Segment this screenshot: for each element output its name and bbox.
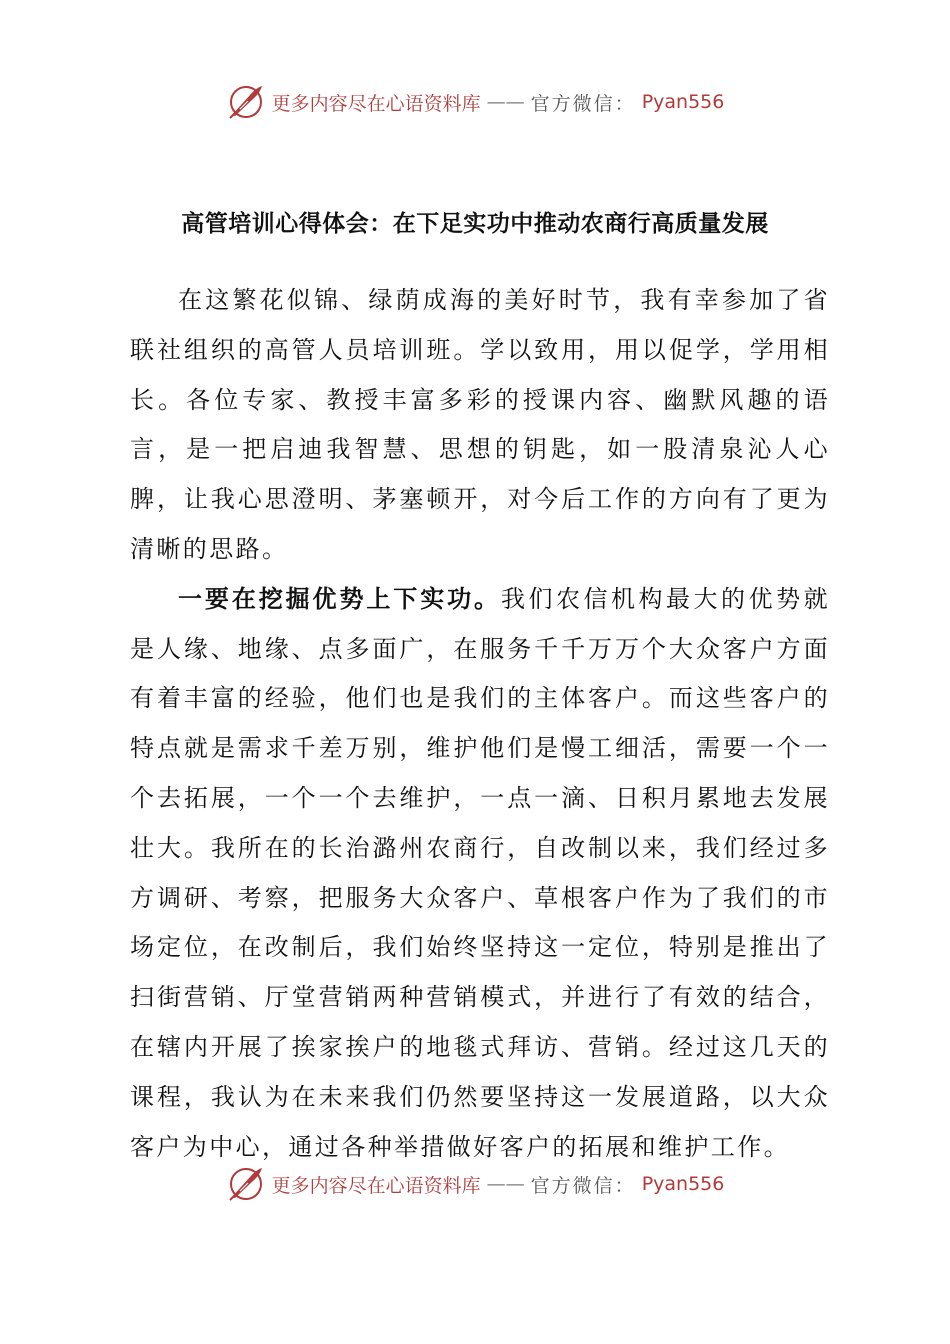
header-dash: —— bbox=[486, 91, 525, 113]
header-banner bbox=[0, 80, 950, 124]
footer-slogan: 更多内容尽在心语资料库 bbox=[271, 1174, 481, 1197]
quill-pen-logo-icon bbox=[226, 1164, 266, 1204]
paragraph-point-one bbox=[130, 575, 830, 1173]
header-wechat-label: 官方微信： bbox=[530, 92, 636, 115]
header-wechat-id: Pyan556 bbox=[641, 91, 725, 113]
paragraph-point-one-text: 我们农信机构最大的优势就是人缘、地缘、点多面广，在服务千千万万个大众客户方面有着丰富的经验，他们也是我们的主体客户。而这些客户的特点就是需求千差万别，维护他们是慢工细活，需要一个一个去拓展，一个一个去维护，一点一滴、日积月累地去发展壮大。我所在的长治潞州农商行，自改制以来，我们经过多方调研、考察，把服务大众客户、草根客户作为了我们的市场定位，在改制后，我们始终坚持这一定位，特别是推出了扫街营销、厅堂营销两种营销模式，并进行了有效的结合，在辖内开展了挨家挨户的地毯式拜访、营销。经过这几天的课程，我认为在未来我们仍然要坚持这一发展道路，以大众客户为中心，通过各种举措做好客户的拓展和维护工作。 bbox=[130, 584, 830, 1161]
quill-pen-logo-icon bbox=[226, 82, 266, 122]
paragraph-intro bbox=[130, 276, 830, 575]
paragraph-point-one-lead: 一要在挖掘优势上下实功。 bbox=[178, 584, 501, 613]
document-title: 高管培训心得体会：在下足实功中推动农商行高质量发展 bbox=[181, 211, 769, 237]
footer-wechat-label: 官方微信： bbox=[530, 1174, 636, 1197]
paragraph-intro-text: 在这繁花似锦、绿荫成海的美好时节，我有幸参加了省联社组织的高管人员培训班。学以致用，用以促学，学用相长。各位专家、教授丰富多彩的授课内容、幽默风趣的语言，是一把启迪我智慧、思想的钥匙，如一股清泉沁人心脾，让我心思澄明、茅塞顿开，对今后工作的方向有了更为清晰的思路。 bbox=[130, 286, 830, 563]
header-slogan: 更多内容尽在心语资料库 bbox=[271, 92, 481, 115]
footer-banner bbox=[0, 1162, 950, 1206]
footer-dash: —— bbox=[486, 1173, 525, 1195]
footer-wechat-id: Pyan556 bbox=[641, 1173, 725, 1195]
document-body bbox=[130, 276, 830, 1172]
